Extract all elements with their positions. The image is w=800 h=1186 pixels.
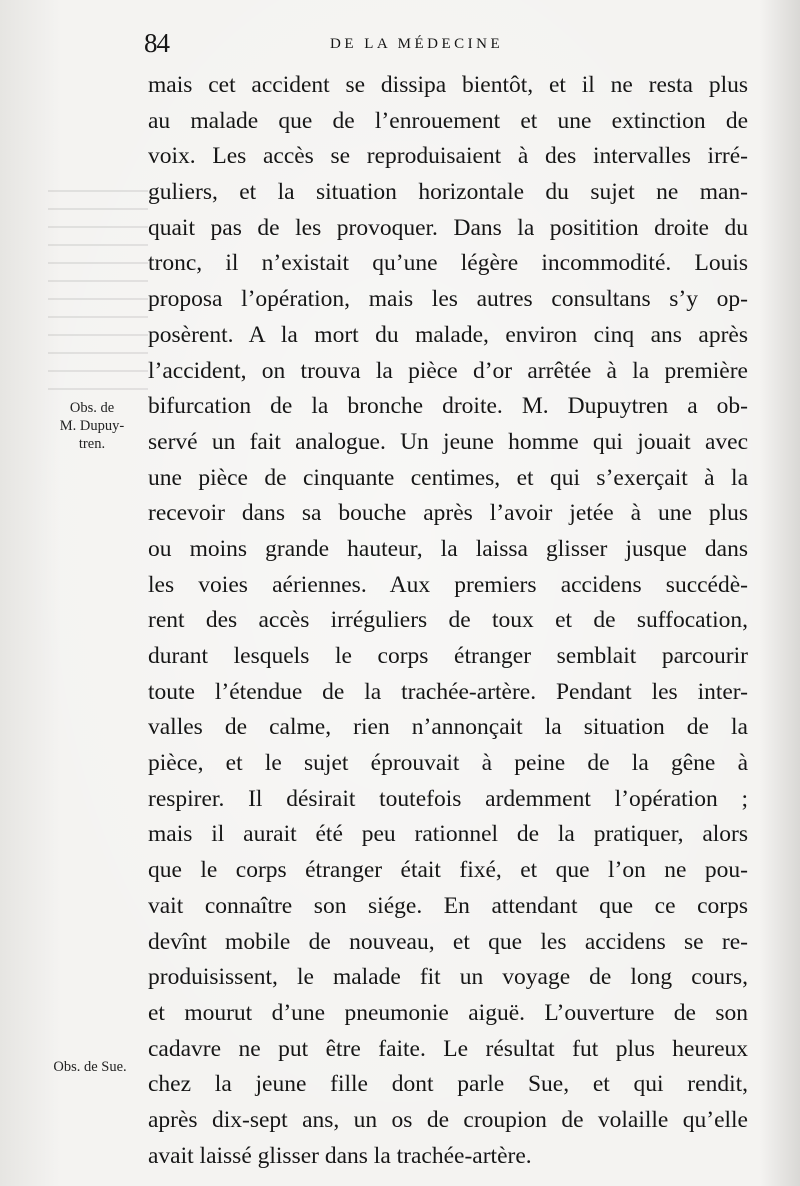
text-line: devînt mobile de nouveau, et que les accidens se re- bbox=[148, 928, 748, 955]
page-header bbox=[0, 22, 800, 62]
text-line: l’accident, on trouva la pièce d’or arrêtée à la première bbox=[148, 357, 748, 384]
margin-note-dupuytren bbox=[40, 399, 144, 453]
text-line: après dix-sept ans, un os de croupion de volaille qu’elle bbox=[148, 1106, 748, 1133]
text-line: une pièce de cinquante centimes, et qui s’exerçait à la bbox=[148, 464, 748, 491]
text-line: et mourut d’une pneumonie aiguë. L’ouverture de son bbox=[148, 999, 748, 1026]
page-number: 84 bbox=[144, 28, 169, 58]
text-line: tronc, il n’existait qu’une légère incommodité. Louis bbox=[148, 250, 748, 277]
text-line: rent des accès irréguliers de toux et de suffocation, bbox=[148, 607, 748, 634]
text-line: respirer. Il désirait toutefois ardemment l’opération ; bbox=[148, 785, 748, 812]
body-text bbox=[148, 68, 748, 1174]
running-head: DE LA MÉDECINE bbox=[330, 36, 504, 52]
text-line: au malade que de l’enrouement et une extinction de bbox=[148, 107, 748, 134]
show-through-text bbox=[48, 190, 148, 390]
text-line: guliers, et la situation horizontale du sujet ne man- bbox=[148, 179, 748, 206]
text-line: produisissent, le malade fit un voyage de long cours, bbox=[148, 964, 748, 991]
text-line: mais il aurait été peu rationnel de la pratiquer, alors bbox=[148, 821, 748, 848]
text-line: que le corps étranger était fixé, et que l’on ne pou- bbox=[148, 857, 748, 884]
text-line: bifurcation de la bronche droite. M. Dupuytren a ob- bbox=[148, 393, 748, 420]
text-line: valles de calme, rien n’annonçait la situation de la bbox=[148, 714, 748, 741]
text-line: recevoir dans sa bouche après l’avoir jetée à une plus bbox=[148, 500, 748, 527]
text-line: les voies aériennes. Aux premiers accidens succédè- bbox=[148, 571, 748, 598]
margin-note-line: M. Dupuy- bbox=[59, 418, 125, 434]
text-line: ou moins grande hauteur, la laissa glisser jusque dans bbox=[148, 535, 748, 562]
text-line: toute l’étendue de la trachée-artère. Pendant les inter- bbox=[148, 678, 748, 705]
text-line: proposa l’opération, mais les autres consultans s’y op- bbox=[148, 286, 748, 313]
text-line: quait pas de les provoquer. Dans la positition droite du bbox=[148, 214, 748, 241]
text-line: avait laissé glisser dans la trachée-artère. bbox=[148, 1142, 532, 1169]
margin-note-line: Obs. de bbox=[69, 400, 115, 416]
margin-note-line: tren. bbox=[78, 436, 106, 452]
text-line: durant lesquels le corps étranger semblait parcourir bbox=[148, 643, 748, 669]
text-line: cadavre ne put être faite. Le résultat fut plus heureux bbox=[148, 1035, 748, 1062]
text-line: mais cet accident se dissipa bientôt, et il ne resta plus bbox=[148, 72, 748, 98]
text-line: voix. Les accès se reproduisaient à des intervalles irré- bbox=[148, 143, 748, 170]
text-line: servé un fait analogue. Un jeune homme qui jouait avec bbox=[148, 428, 748, 455]
margin-note-line: Obs. de Sue. bbox=[53, 1059, 127, 1075]
text-line: posèrent. A la mort du malade, environ cinq ans après bbox=[148, 321, 748, 348]
text-line: chez la jeune fille dont parle Sue, et qui rendit, bbox=[148, 1071, 748, 1098]
text-line: pièce, et le sujet éprouvait à peine de la gêne à bbox=[148, 750, 748, 777]
text-line: vait connaître son siége. En attendant que ce corps bbox=[148, 892, 748, 919]
margin-note-sue bbox=[36, 1058, 144, 1076]
